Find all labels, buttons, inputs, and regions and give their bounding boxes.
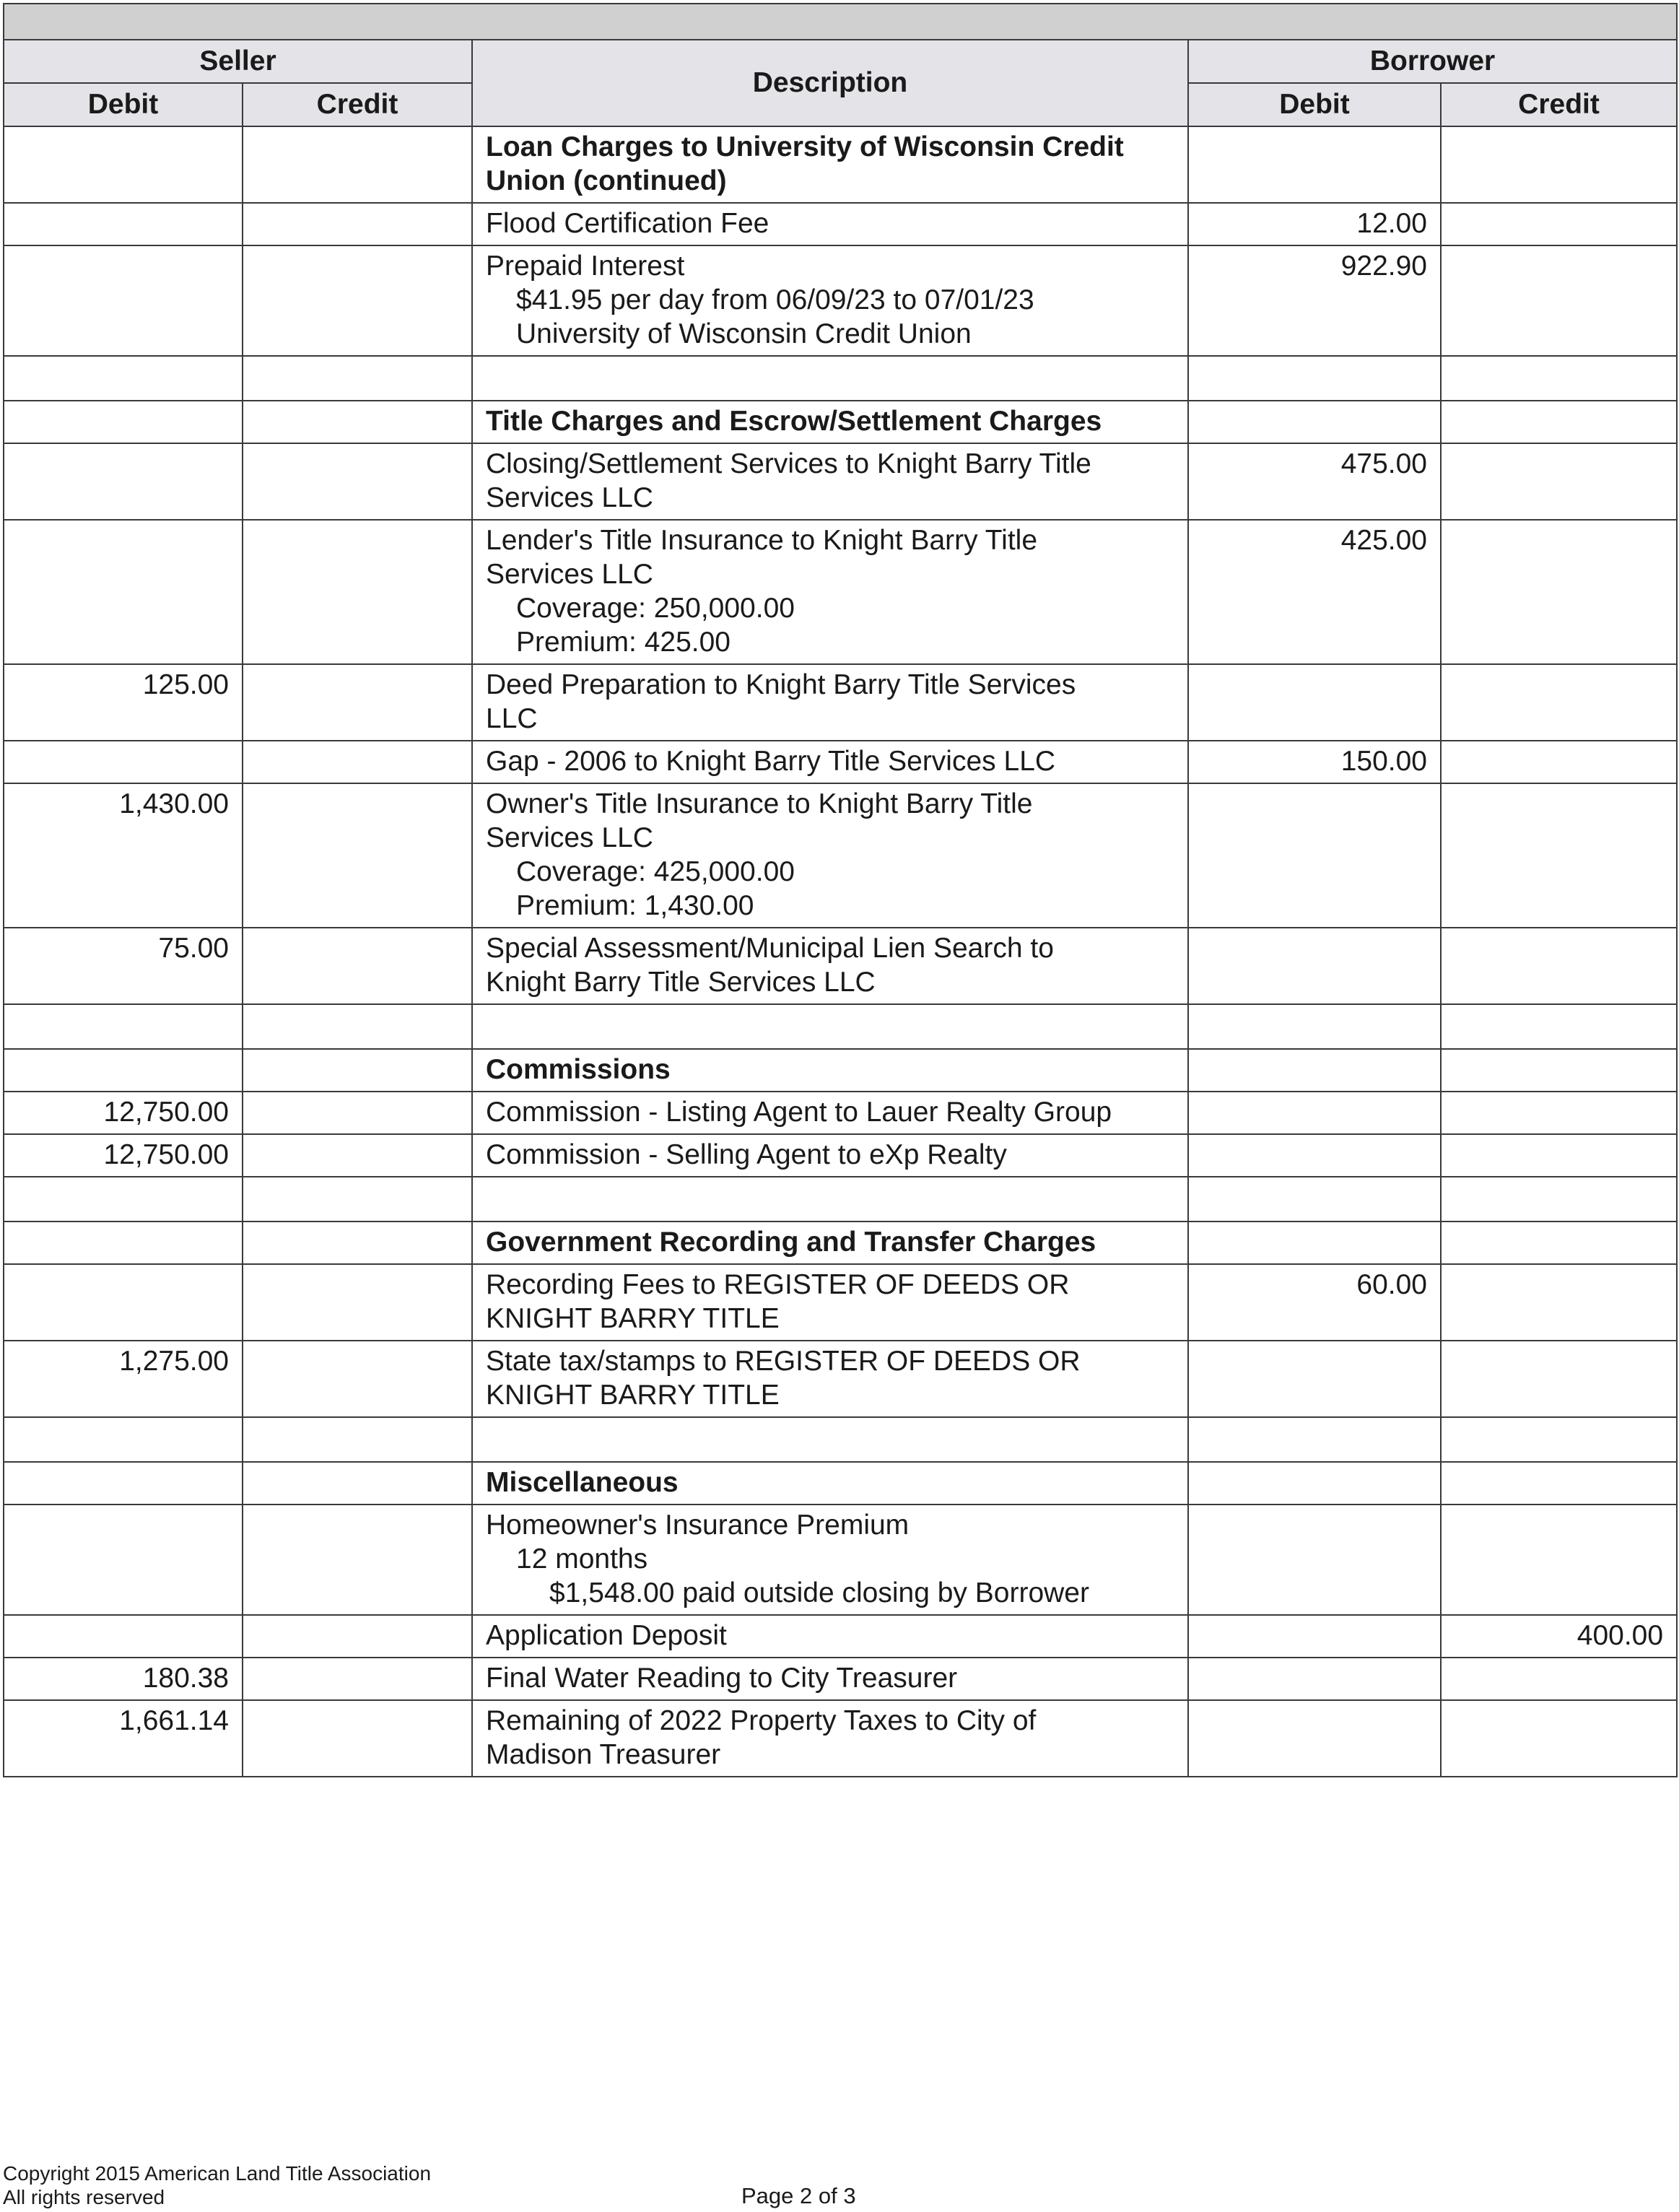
borrower-credit-cell	[1441, 203, 1677, 245]
borrower-credit-cell	[1441, 783, 1677, 928]
description-cell	[472, 1264, 1188, 1341]
seller-debit-cell	[4, 245, 243, 356]
seller-debit-cell	[4, 1049, 243, 1092]
description-cell	[472, 1505, 1188, 1615]
borrower-debit-cell	[1188, 1417, 1441, 1462]
description-line: Knight Barry Title Services LLC	[486, 967, 876, 998]
table-row	[4, 1658, 1677, 1700]
description-line: Lender's Title Insurance to Knight Barry Title	[486, 525, 1038, 556]
seller-header: Seller	[4, 40, 472, 83]
description-header: Description	[472, 40, 1188, 126]
seller-debit-cell	[4, 203, 243, 245]
borrower-debit-cell	[1188, 1700, 1441, 1777]
settlement-statement	[3, 3, 1676, 1777]
description-line: Application Deposit	[486, 1620, 727, 1651]
page-number: Page 2 of 3	[741, 2183, 856, 2208]
seller-debit-cell: 75.00	[4, 928, 243, 1004]
table-row	[4, 1700, 1677, 1777]
seller-debit-cell	[4, 1505, 243, 1615]
description-line: Miscellaneous	[486, 1467, 679, 1498]
borrower-debit-cell: 922.90	[1188, 245, 1441, 356]
borrower-credit-cell	[1441, 1177, 1677, 1222]
seller-credit-cell	[243, 1505, 472, 1615]
borrower-header: Borrower	[1188, 40, 1677, 83]
borrower-credit-cell	[1441, 928, 1677, 1004]
description-cell	[472, 126, 1188, 203]
seller-credit-cell	[243, 928, 472, 1004]
seller-debit-header: Debit	[4, 83, 243, 126]
table-row	[4, 245, 1677, 356]
table-row	[4, 1264, 1677, 1341]
spacer-row	[4, 1177, 1677, 1222]
description-line: Services LLC	[486, 482, 653, 513]
description-cell	[472, 1134, 1188, 1177]
description-cell	[472, 1615, 1188, 1658]
section-header-row	[4, 401, 1677, 443]
seller-debit-cell	[4, 1417, 243, 1462]
header-row-groups	[4, 40, 1677, 83]
description-line: KNIGHT BARRY TITLE	[486, 1303, 780, 1334]
description-line: LLC	[486, 703, 538, 734]
borrower-debit-cell	[1188, 1092, 1441, 1134]
section-header-row	[4, 1049, 1677, 1092]
borrower-credit-cell	[1441, 401, 1677, 443]
seller-credit-cell	[243, 664, 472, 741]
borrower-debit-cell	[1188, 928, 1441, 1004]
description-line: Coverage: 425,000.00	[516, 856, 795, 887]
description-cell	[472, 245, 1188, 356]
seller-credit-cell	[243, 1004, 472, 1049]
table-row	[4, 928, 1677, 1004]
seller-credit-cell	[243, 783, 472, 928]
copyright-line: Copyright 2015 American Land Title Association	[3, 2162, 432, 2185]
table-row	[4, 520, 1677, 664]
page-footer	[3, 2161, 1676, 2212]
description-line: Remaining of 2022 Property Taxes to City of	[486, 1705, 1037, 1736]
seller-credit-cell	[243, 1417, 472, 1462]
seller-credit-cell	[243, 741, 472, 783]
description-cell	[472, 203, 1188, 245]
borrower-debit-cell	[1188, 1134, 1441, 1177]
seller-credit-cell	[243, 1049, 472, 1092]
borrower-credit-cell	[1441, 443, 1677, 520]
seller-credit-cell	[243, 1092, 472, 1134]
borrower-credit-cell	[1441, 664, 1677, 741]
description-line: Premium: 1,430.00	[516, 890, 754, 921]
description-cell	[472, 356, 1188, 401]
description-line: Deed Preparation to Knight Barry Title Services	[486, 669, 1076, 700]
seller-debit-cell: 1,661.14	[4, 1700, 243, 1777]
description-line: Coverage: 250,000.00	[516, 593, 795, 624]
seller-debit-cell	[4, 356, 243, 401]
description-line: Special Assessment/Municipal Lien Search to	[486, 933, 1054, 964]
description-cell	[472, 1700, 1188, 1777]
copyright-notice	[3, 2161, 431, 2209]
table-row	[4, 1615, 1677, 1658]
section-header-row	[4, 126, 1677, 203]
borrower-debit-cell	[1188, 1177, 1441, 1222]
table-row	[4, 664, 1677, 741]
description-line: Services LLC	[486, 822, 653, 853]
description-line: Gap - 2006 to Knight Barry Title Services LLC	[486, 746, 1056, 777]
description-cell	[472, 443, 1188, 520]
borrower-debit-cell	[1188, 1004, 1441, 1049]
borrower-credit-cell	[1441, 245, 1677, 356]
seller-debit-cell: 12,750.00	[4, 1134, 243, 1177]
borrower-credit-cell	[1441, 1134, 1677, 1177]
borrower-credit-cell	[1441, 1505, 1677, 1615]
table-top-bar	[4, 4, 1677, 40]
borrower-credit-cell: 400.00	[1441, 1615, 1677, 1658]
borrower-credit-cell	[1441, 1700, 1677, 1777]
section-header-row	[4, 1462, 1677, 1505]
seller-debit-cell	[4, 443, 243, 520]
seller-credit-cell	[243, 1462, 472, 1505]
borrower-debit-cell	[1188, 1658, 1441, 1700]
borrower-debit-header: Debit	[1188, 83, 1441, 126]
borrower-debit-cell: 150.00	[1188, 741, 1441, 783]
borrower-credit-cell	[1441, 1341, 1677, 1417]
seller-debit-cell: 1,430.00	[4, 783, 243, 928]
borrower-debit-cell	[1188, 1505, 1441, 1615]
table-row	[4, 1092, 1677, 1134]
borrower-credit-cell	[1441, 356, 1677, 401]
spacer-row	[4, 1417, 1677, 1462]
seller-credit-header: Credit	[243, 83, 472, 126]
table-row	[4, 1505, 1677, 1615]
borrower-debit-cell	[1188, 126, 1441, 203]
borrower-debit-cell: 475.00	[1188, 443, 1441, 520]
description-cell	[472, 1417, 1188, 1462]
description-line: University of Wisconsin Credit Union	[516, 318, 972, 349]
seller-credit-cell	[243, 1700, 472, 1777]
seller-credit-cell	[243, 1177, 472, 1222]
description-cell	[472, 1004, 1188, 1049]
description-cell	[472, 1658, 1188, 1700]
description-cell	[472, 1462, 1188, 1505]
borrower-credit-cell	[1441, 1004, 1677, 1049]
description-line: Homeowner's Insurance Premium	[486, 1510, 910, 1541]
description-line: KNIGHT BARRY TITLE	[486, 1380, 780, 1411]
seller-debit-cell	[4, 520, 243, 664]
seller-credit-cell	[243, 520, 472, 664]
description-line: Union (continued)	[486, 165, 727, 196]
seller-credit-cell	[243, 1222, 472, 1264]
borrower-credit-cell	[1441, 1658, 1677, 1700]
seller-credit-cell	[243, 356, 472, 401]
borrower-debit-cell	[1188, 664, 1441, 741]
description-cell	[472, 783, 1188, 928]
seller-credit-cell	[243, 203, 472, 245]
description-line: Commissions	[486, 1054, 671, 1085]
seller-debit-cell	[4, 1004, 243, 1049]
borrower-credit-cell	[1441, 1264, 1677, 1341]
borrower-debit-cell: 12.00	[1188, 203, 1441, 245]
seller-debit-cell: 180.38	[4, 1658, 243, 1700]
charges-body	[4, 126, 1677, 1777]
borrower-debit-cell	[1188, 356, 1441, 401]
borrower-debit-cell	[1188, 1341, 1441, 1417]
description-line: Final Water Reading to City Treasurer	[486, 1663, 958, 1694]
seller-debit-cell	[4, 1462, 243, 1505]
borrower-debit-cell: 60.00	[1188, 1264, 1441, 1341]
spacer-row	[4, 1004, 1677, 1049]
seller-debit-cell	[4, 1264, 243, 1341]
description-line: Government Recording and Transfer Charges	[486, 1227, 1096, 1258]
borrower-credit-cell	[1441, 1417, 1677, 1462]
seller-debit-cell: 1,275.00	[4, 1341, 243, 1417]
seller-credit-cell	[243, 126, 472, 203]
charges-table	[3, 3, 1678, 1777]
top-bar-cell	[4, 4, 1677, 40]
description-line: Premium: 425.00	[516, 627, 731, 658]
borrower-debit-cell	[1188, 1049, 1441, 1092]
description-line: 12 months	[516, 1543, 648, 1575]
borrower-credit-cell	[1441, 520, 1677, 664]
borrower-debit-cell	[1188, 401, 1441, 443]
borrower-credit-header: Credit	[1441, 83, 1677, 126]
seller-credit-cell	[243, 1341, 472, 1417]
description-line: Title Charges and Escrow/Settlement Charges	[486, 406, 1102, 437]
borrower-credit-cell	[1441, 1092, 1677, 1134]
seller-credit-cell	[243, 1615, 472, 1658]
seller-credit-cell	[243, 401, 472, 443]
borrower-credit-cell	[1441, 1462, 1677, 1505]
description-line: Madison Treasurer	[486, 1739, 721, 1770]
seller-debit-cell	[4, 401, 243, 443]
description-cell	[472, 741, 1188, 783]
table-row	[4, 741, 1677, 783]
seller-debit-cell	[4, 1615, 243, 1658]
section-header-row	[4, 1222, 1677, 1264]
borrower-debit-cell: 425.00	[1188, 520, 1441, 664]
seller-credit-cell	[243, 443, 472, 520]
description-cell	[472, 1177, 1188, 1222]
borrower-debit-cell	[1188, 783, 1441, 928]
description-line: Services LLC	[486, 559, 653, 590]
description-cell	[472, 520, 1188, 664]
table-row	[4, 1134, 1677, 1177]
borrower-credit-cell	[1441, 1049, 1677, 1092]
seller-credit-cell	[243, 1264, 472, 1341]
borrower-credit-cell	[1441, 1222, 1677, 1264]
description-cell	[472, 1049, 1188, 1092]
description-line: $41.95 per day from 06/09/23 to 07/01/23	[516, 284, 1034, 315]
description-line: Owner's Title Insurance to Knight Barry Title	[486, 788, 1033, 819]
table-row	[4, 443, 1677, 520]
seller-debit-cell	[4, 741, 243, 783]
table-row	[4, 783, 1677, 928]
seller-debit-cell: 125.00	[4, 664, 243, 741]
description-line: Recording Fees to REGISTER OF DEEDS OR	[486, 1269, 1070, 1300]
description-line: Prepaid Interest	[486, 251, 685, 282]
description-cell	[472, 1092, 1188, 1134]
spacer-row	[4, 356, 1677, 401]
borrower-debit-cell	[1188, 1615, 1441, 1658]
description-cell	[472, 664, 1188, 741]
table-row	[4, 1341, 1677, 1417]
seller-debit-cell	[4, 1222, 243, 1264]
table-row	[4, 203, 1677, 245]
description-line: State tax/stamps to REGISTER OF DEEDS OR	[486, 1346, 1081, 1377]
description-cell	[472, 1222, 1188, 1264]
borrower-debit-cell	[1188, 1222, 1441, 1264]
seller-credit-cell	[243, 1658, 472, 1700]
description-cell	[472, 401, 1188, 443]
borrower-credit-cell	[1441, 741, 1677, 783]
rights-line: All rights reserved	[3, 2186, 165, 2208]
seller-credit-cell	[243, 1134, 472, 1177]
seller-debit-cell	[4, 126, 243, 203]
description-line: Commission - Listing Agent to Lauer Realty Group	[486, 1097, 1112, 1128]
description-line: Closing/Settlement Services to Knight Barry Title	[486, 448, 1091, 479]
borrower-debit-cell	[1188, 1462, 1441, 1505]
description-cell	[472, 1341, 1188, 1417]
seller-credit-cell	[243, 245, 472, 356]
seller-debit-cell: 12,750.00	[4, 1092, 243, 1134]
description-cell	[472, 928, 1188, 1004]
borrower-credit-cell	[1441, 126, 1677, 203]
description-line: Flood Certification Fee	[486, 208, 769, 239]
description-line: Loan Charges to University of Wisconsin Credit	[486, 131, 1124, 162]
description-line: Commission - Selling Agent to eXp Realty	[486, 1139, 1007, 1170]
description-line: $1,548.00 paid outside closing by Borrower	[549, 1577, 1089, 1608]
seller-debit-cell	[4, 1177, 243, 1222]
